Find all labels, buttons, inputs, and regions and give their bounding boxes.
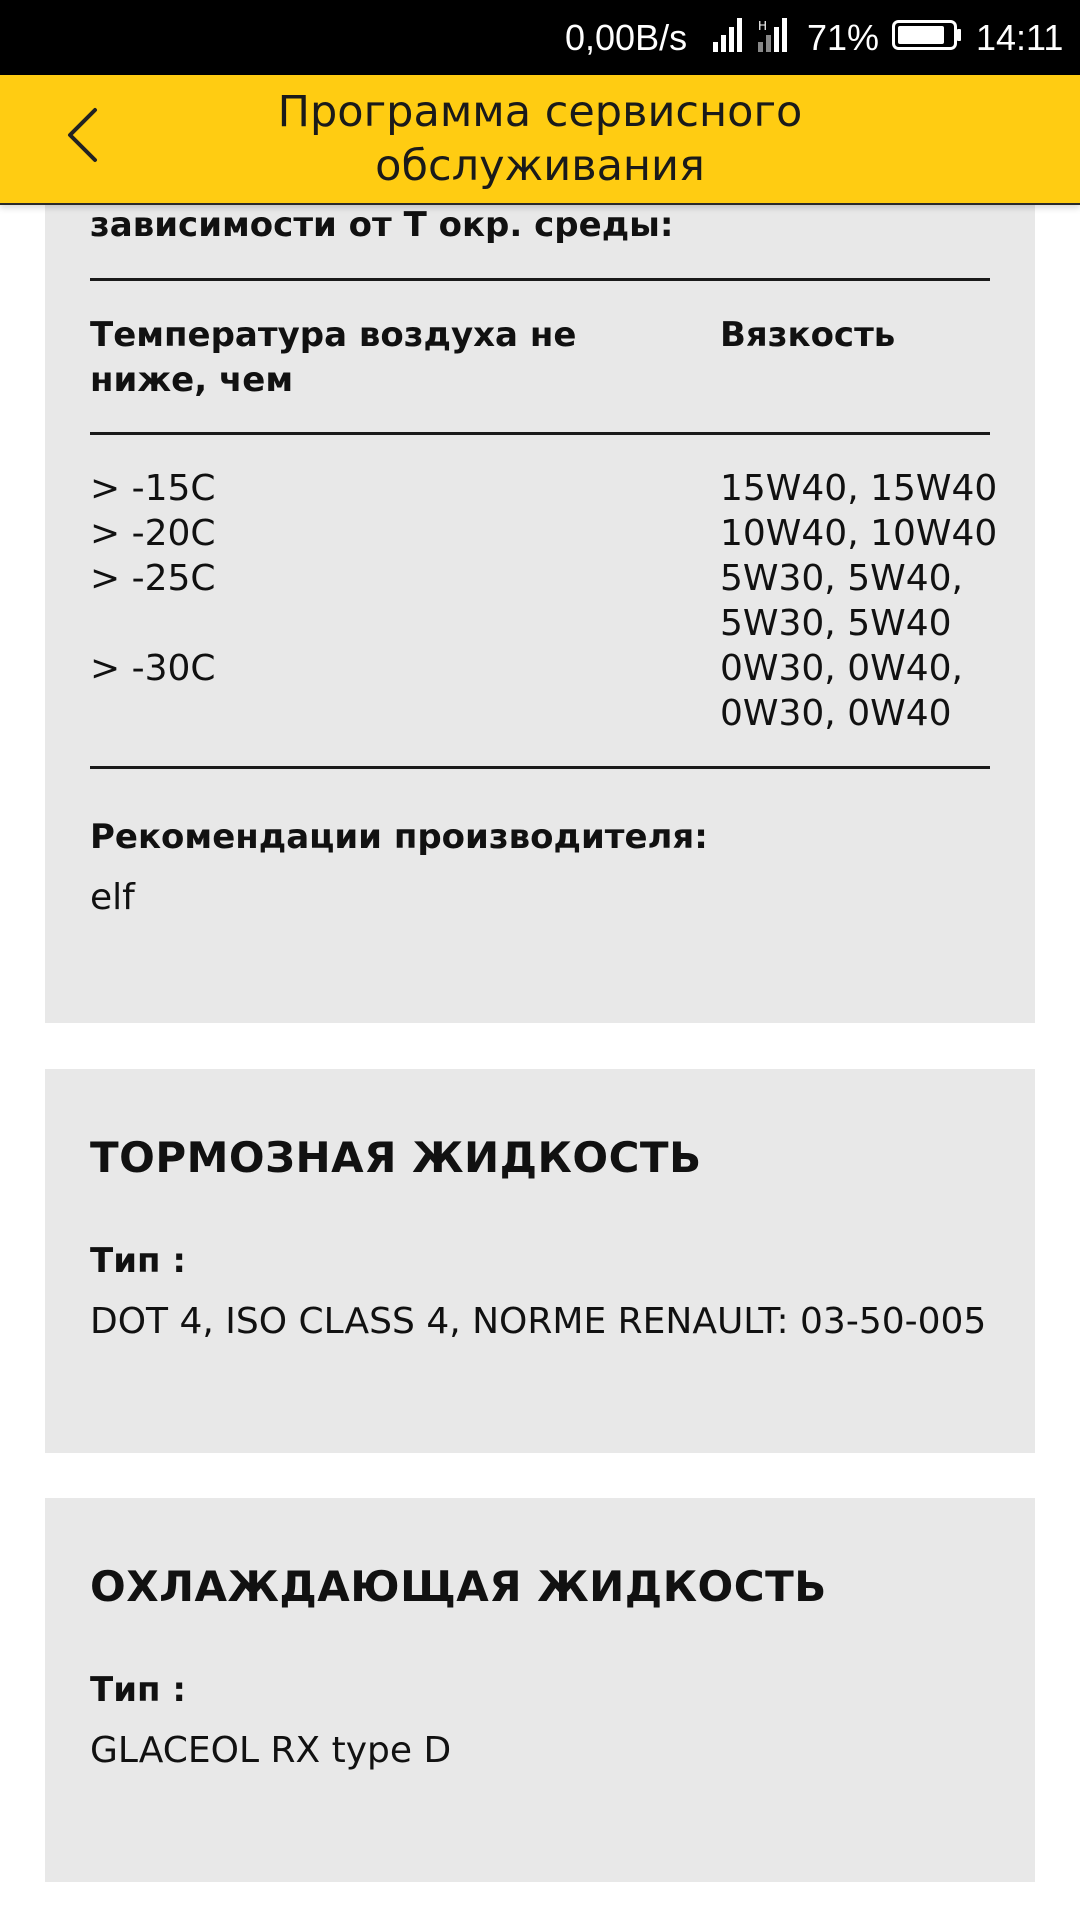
section-title: ТОРМОЗНАЯ ЖИДКОСТЬ	[90, 1133, 702, 1182]
page-title: Программа сервисного обслуживания	[277, 87, 803, 191]
temperature-cell: > -30C	[90, 648, 216, 689]
chevron-left-icon	[65, 107, 99, 167]
coolant-card	[45, 1498, 1035, 1882]
app-header	[0, 75, 1080, 205]
viscosity-cell: 0W30, 0W40,	[720, 648, 963, 689]
table-divider	[90, 432, 990, 435]
battery-icon	[892, 18, 962, 48]
temperature-column-header: Температура воздуха не ниже, чем	[90, 315, 577, 400]
battery-percent: 71%	[807, 17, 880, 58]
table-divider	[90, 766, 990, 769]
recommendation-label: Рекомендации производителя:	[90, 817, 708, 857]
temperature-cell: > -25C	[90, 558, 216, 599]
type-label: Тип :	[90, 1670, 186, 1710]
signal-icon	[713, 18, 743, 52]
temperature-cell: > -20C	[90, 513, 216, 554]
viscosity-cell: 15W40, 15W40	[720, 468, 998, 509]
clock-time: 14:11	[976, 17, 1064, 58]
temperature-cell: > -15C	[90, 468, 216, 509]
viscosity-column-header: Вязкость	[720, 315, 896, 355]
svg-text:H: H	[758, 19, 768, 33]
back-button[interactable]	[52, 105, 112, 169]
type-label: Тип :	[90, 1241, 186, 1281]
oil-section-subheading: зависимости от Т окр. среды:	[90, 205, 674, 245]
viscosity-cell: 0W30, 0W40	[720, 693, 952, 734]
recommendation-value: elf	[90, 877, 135, 918]
table-divider	[90, 278, 990, 281]
viscosity-cell: 10W40, 10W40	[720, 513, 998, 554]
type-value: DOT 4, ISO CLASS 4, NORME RENAULT: 03-50-005	[90, 1301, 987, 1342]
status-bar	[0, 0, 1080, 75]
network-speed: 0,00B/s	[565, 17, 688, 58]
engine-oil-card	[45, 203, 1035, 1023]
type-value: GLACEOL RX type D	[90, 1730, 452, 1771]
signal-h-icon	[758, 18, 788, 52]
viscosity-column	[720, 466, 1020, 736]
section-title: ОХЛАЖДАЮЩАЯ ЖИДКОСТЬ	[90, 1562, 827, 1611]
scroll-area-bottom	[0, 1882, 1080, 1920]
viscosity-cell: 5W30, 5W40	[720, 603, 952, 644]
row-spacer	[90, 601, 650, 646]
brake-fluid-card	[45, 1069, 1035, 1453]
temperature-column	[90, 466, 650, 691]
viscosity-cell: 5W30, 5W40,	[720, 558, 963, 599]
